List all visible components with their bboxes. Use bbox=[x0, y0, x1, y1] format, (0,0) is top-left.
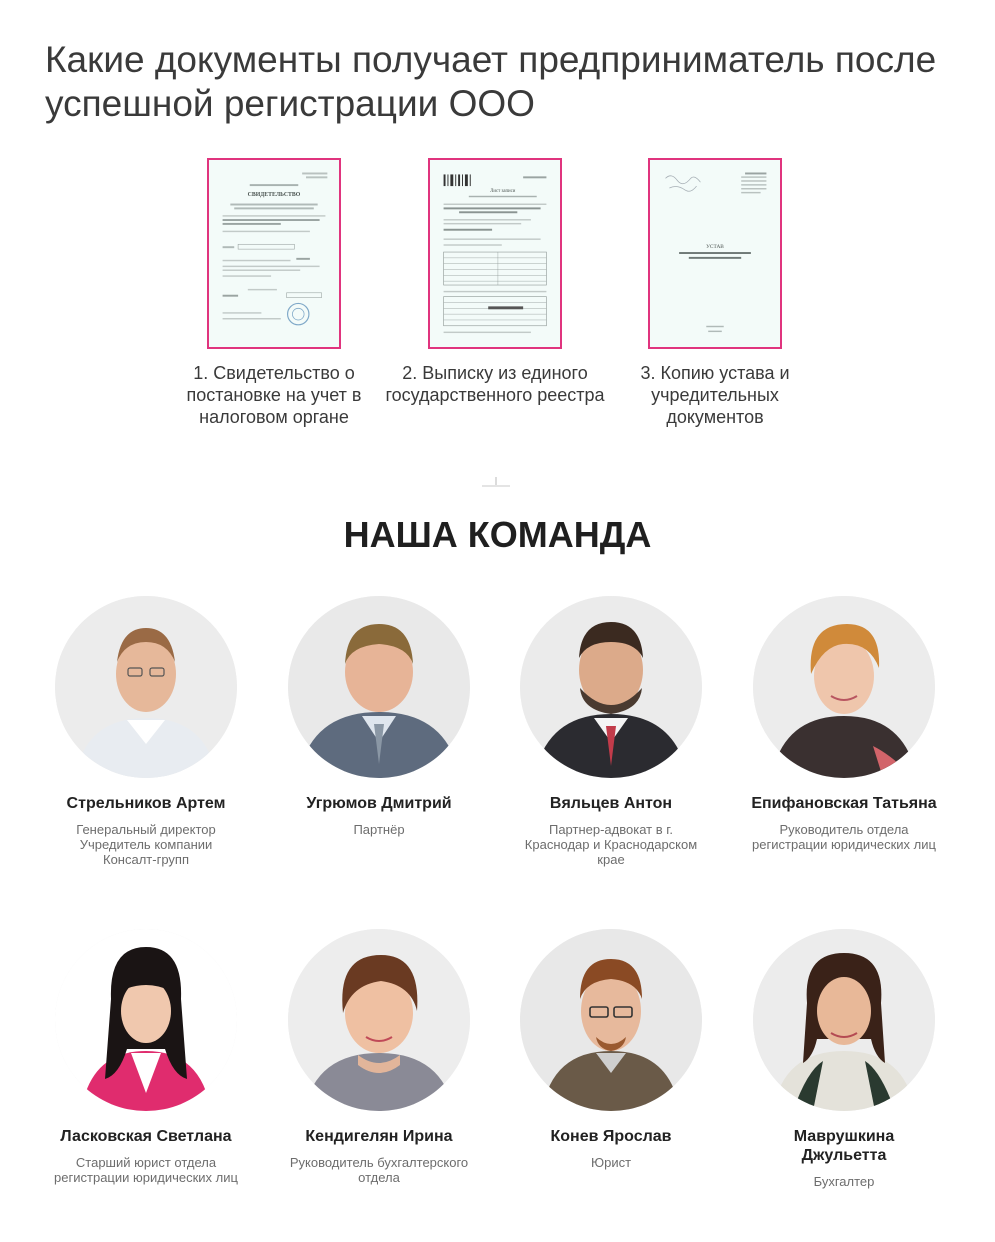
certificate-thumb-heading: СВИДЕТЕЛЬСТВО bbox=[247, 191, 301, 198]
charter-page-graphic bbox=[650, 160, 780, 347]
team-member-card[interactable] bbox=[728, 596, 960, 852]
avatar bbox=[753, 596, 935, 778]
member-name: Епифановская Татьяна bbox=[751, 795, 937, 812]
team-member-card[interactable] bbox=[495, 929, 727, 1170]
documents-heading: Какие документы получает предприниматель после успешной регистрации ООО bbox=[45, 39, 937, 124]
register-extract-caption: 2. Выписку из единого государственного реестра bbox=[385, 363, 605, 405]
certificate-caption: 1. Свидетельство о постановке на учет в налоговом органе bbox=[186, 363, 362, 427]
document-card-charter bbox=[605, 158, 825, 428]
certificate-page-graphic bbox=[209, 160, 339, 347]
avatar bbox=[288, 596, 470, 778]
register-extract-thumbnail[interactable] bbox=[428, 158, 562, 349]
charter-thumbnail[interactable] bbox=[648, 158, 782, 349]
register-thumb-heading: Лист записи bbox=[490, 188, 516, 194]
team-member-card[interactable] bbox=[495, 596, 727, 867]
member-name: Вяльцев Антон bbox=[549, 795, 673, 812]
team-heading: НАША КОМАНДА bbox=[343, 514, 652, 555]
charter-caption: 3. Копию устава и учредительных документов bbox=[640, 363, 790, 427]
member-role: Партнер-адвокат в г. Краснодар и Краснодарском крае bbox=[524, 822, 698, 867]
member-role: Партнёр bbox=[353, 822, 405, 837]
avatar bbox=[520, 596, 702, 778]
member-role: Бухгалтер bbox=[813, 1174, 875, 1189]
member-name: Маврушкина Джульетта bbox=[793, 1128, 895, 1164]
avatar bbox=[520, 929, 702, 1111]
charter-thumb-heading: УСТАВ bbox=[706, 244, 724, 251]
avatar bbox=[288, 929, 470, 1111]
member-role: Старший юрист отдела регистрации юридических лиц bbox=[54, 1155, 238, 1185]
team-member-card[interactable] bbox=[30, 596, 262, 867]
member-role: Юрист bbox=[590, 1155, 632, 1170]
member-role: Генеральный директор Учредитель компании Консалт-групп bbox=[76, 822, 216, 867]
register-extract-page-graphic bbox=[430, 160, 560, 347]
avatar bbox=[55, 596, 237, 778]
member-name: Кендигелян Ирина bbox=[305, 1128, 453, 1145]
document-card-register-extract bbox=[385, 158, 605, 406]
member-name: Угрюмов Дмитрий bbox=[306, 795, 452, 812]
avatar bbox=[55, 929, 237, 1111]
team-member-card[interactable] bbox=[30, 929, 262, 1185]
member-role: Руководитель бухгалтерского отдела bbox=[289, 1155, 469, 1185]
member-name: Конев Ярослав bbox=[550, 1128, 672, 1145]
team-member-card[interactable] bbox=[263, 929, 495, 1185]
team-member-card[interactable] bbox=[728, 929, 960, 1189]
member-name: Стрельников Артем bbox=[66, 795, 226, 812]
section-divider bbox=[482, 477, 510, 487]
certificate-thumbnail[interactable] bbox=[207, 158, 341, 349]
document-card-certificate bbox=[164, 158, 384, 428]
team-member-card[interactable] bbox=[263, 596, 495, 837]
member-name: Ласковская Светлана bbox=[60, 1128, 232, 1145]
member-role: Руководитель отдела регистрации юридических лиц bbox=[752, 822, 936, 852]
avatar bbox=[753, 929, 935, 1111]
